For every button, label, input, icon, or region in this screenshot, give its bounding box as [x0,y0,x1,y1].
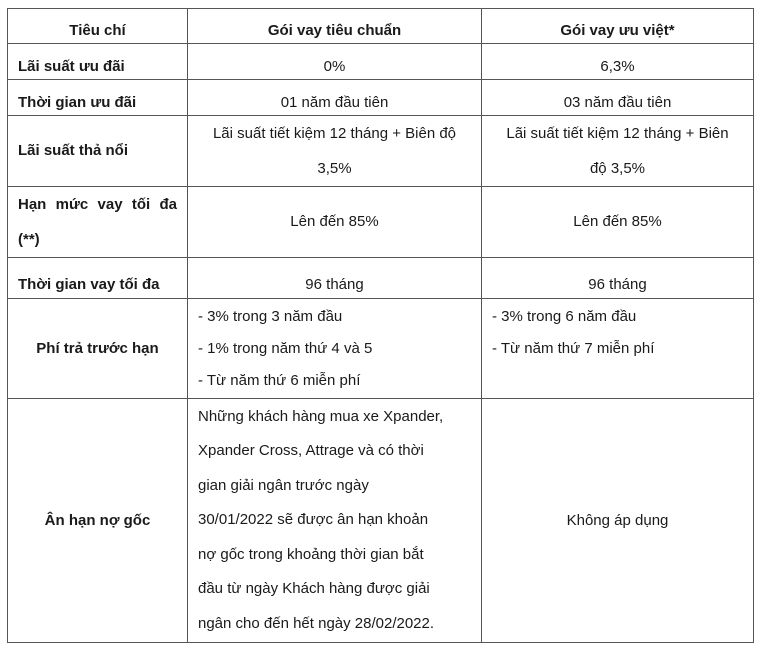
table-row-prepayment-fee [8,299,754,399]
standard-value-cell: 01 năm đầu tiên [188,80,482,116]
header-criteria: Tiêu chí [8,9,188,44]
premium-value-cell [482,299,754,399]
table-row-principal-grace [8,399,754,643]
standard-value-cell [188,116,482,187]
value-line: 30/01/2022 sẽ được ân hạn khoản [198,511,429,529]
value-line: Lãi suất tiết kiệm 12 tháng + Biên [506,125,729,142]
standard-value-cell [188,399,482,643]
table-header-row [8,9,754,44]
table-row-max-loan-limit [8,187,754,258]
value-line: độ 3,5% [589,160,646,177]
table-row-preferential-rate [8,44,754,80]
premium-value-cell [482,116,754,187]
value-line: - Từ năm thứ 6 miễn phí [198,372,361,389]
table-row-floating-rate [8,116,754,187]
standard-value-cell [188,299,482,399]
value-line: Lãi suất tiết kiệm 12 tháng + Biên độ [212,125,457,142]
value-line: - 3% trong 3 năm đầu [198,308,343,325]
criteria-cell: Phí trả trước hạn [8,299,188,399]
table-row-preferential-period [8,80,754,116]
table-row-max-loan-term [8,258,754,299]
premium-value-cell: 6,3% [482,44,754,80]
value-line: 3,5% [317,160,352,177]
premium-value-cell: 96 tháng [482,258,754,299]
value-line: đầu từ ngày Khách hàng được giải [198,580,430,598]
premium-value-cell: Không áp dụng [482,399,754,643]
premium-value-cell: 03 năm đầu tiên [482,80,754,116]
value-line: Xpander Cross, Attrage và có thời [198,442,424,460]
header-standard-package: Gói vay tiêu chuẩn [188,9,482,44]
criteria-cell: Thời gian ưu đãi [8,80,188,116]
standard-value-cell: 96 tháng [188,258,482,299]
premium-value-cell: Lên đến 85% [482,187,754,258]
value-line: ngân cho đến hết ngày 28/02/2022. [198,614,435,632]
criteria-cell: Hạn mức vay tối đa (**) [8,187,188,258]
criteria-cell: Lãi suất thả nổi [8,116,188,187]
criteria-cell: Ân hạn nợ gốc [8,399,188,643]
value-line: gian giải ngân trước ngày [198,476,369,494]
header-premium-package: Gói vay ưu việt* [482,9,754,44]
value-line: nợ gốc trong khoảng thời gian bắt [198,545,424,563]
loan-comparison-table [7,8,754,643]
standard-value-cell: 0% [188,44,482,80]
value-line: Những khách hàng mua xe Xpander, [198,407,444,425]
criteria-cell: Thời gian vay tối đa [8,258,188,299]
value-line: - 3% trong 6 năm đầu [492,308,637,325]
criteria-cell: Lãi suất ưu đãi [8,44,188,80]
value-line: - Từ năm thứ 7 miễn phí [492,340,655,357]
value-line: - 1% trong năm thứ 4 và 5 [198,340,373,357]
standard-value-cell: Lên đến 85% [188,187,482,258]
